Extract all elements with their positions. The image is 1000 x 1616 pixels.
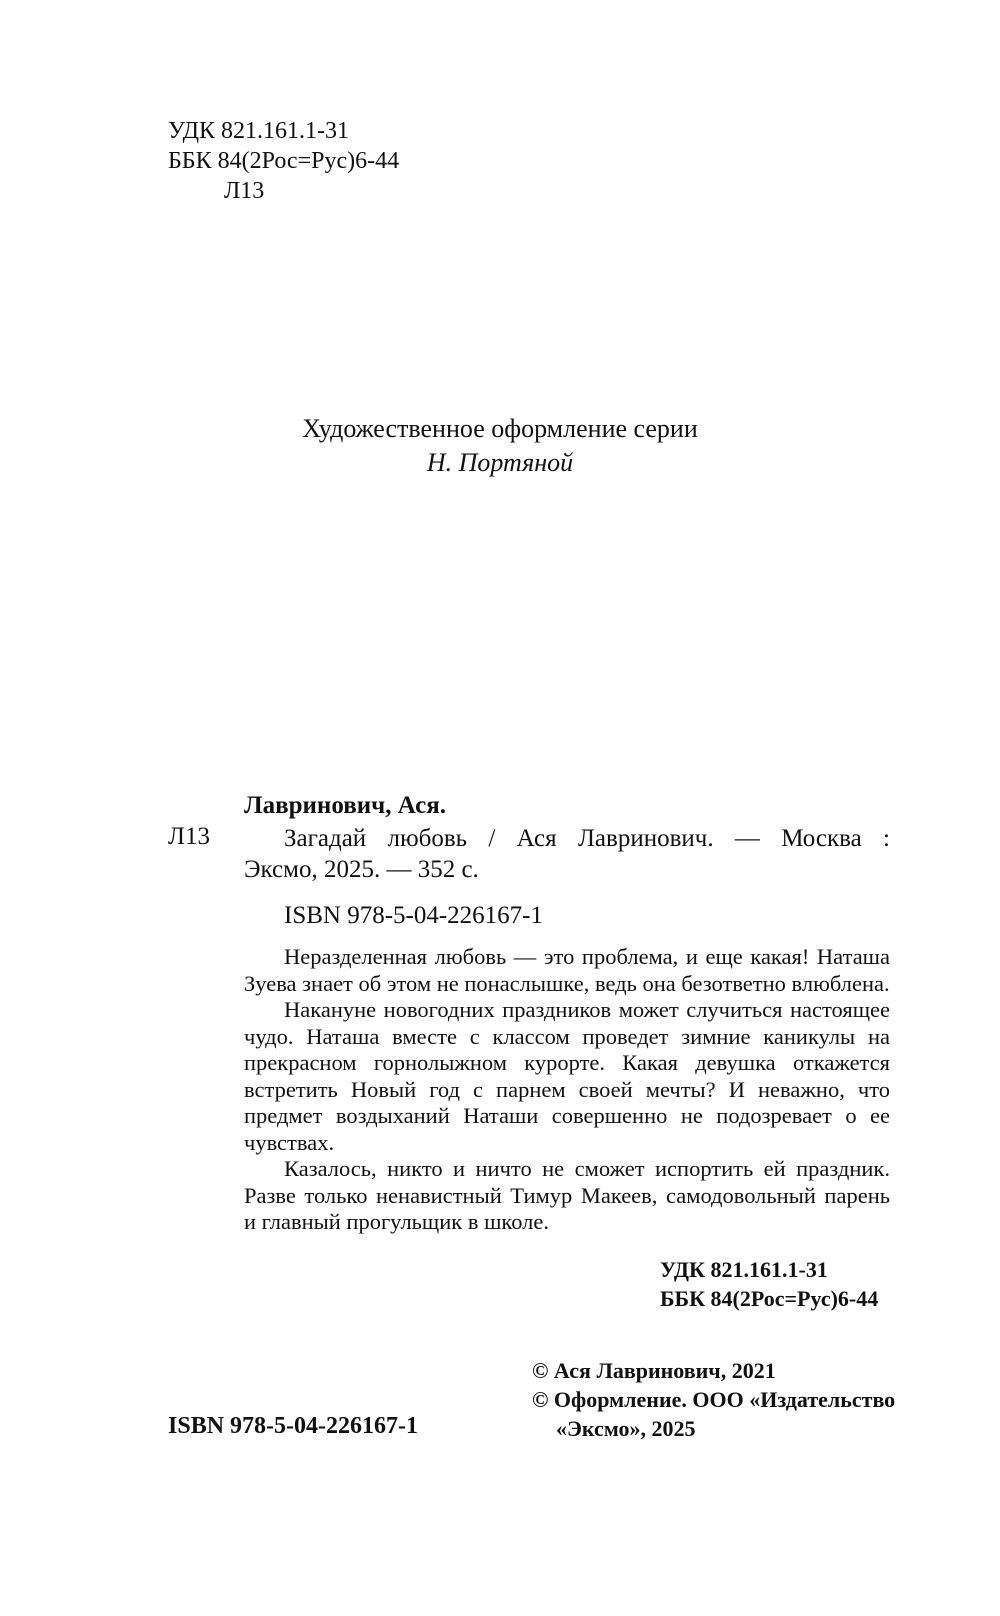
annotation-paragraph-3: Казалось, никто и ничто не сможет испортить ей праздник. Разве только ненавистный Тимур Макеев, самодовольный парень и главный прогульщик в школе. (244, 1156, 890, 1234)
annotation-paragraph-1: Неразделенная любовь — это проблема, и еще какая! Наташа Зуева знает об этом не понаслышке, ведь она безответно влюблена. (244, 944, 890, 996)
annotation-text (244, 944, 890, 1236)
bibliography-reference (244, 823, 890, 885)
top-classification-codes (168, 116, 399, 206)
bibliography-author: Лавринович, Ася. (244, 792, 447, 819)
copyright-author: © Ася Лавринович, 2021 (532, 1358, 776, 1383)
copyright-publisher: «Эксмо», 2025 (556, 1416, 696, 1441)
annotation-paragraph-2: Накануне новогодних праздников может случиться настоящее чудо. Наташа вместе с классом проведет зимние каникулы на прекрасном горнолыжном курорте. Какая девушка откажется встретить Новый год с парнем своей мечты? И неважно, что предмет воздыханий Наташи совершенно не подозревает о ее чувствах. (244, 997, 890, 1155)
series-designer-name: Н. Портяной (426, 448, 574, 477)
author-sign-code: Л13 (224, 178, 265, 204)
bottom-isbn: ISBN 978-5-04-226167-1 (168, 1413, 418, 1439)
copyright-design: © Оформление. ООО «Издательство (532, 1387, 896, 1412)
bibliography-code: Л13 (168, 823, 210, 850)
bottom-udk-code: УДК 821.161.1-31 (660, 1257, 828, 1282)
bibliography-publisher-line: Эксмо, 2025. — 352 с. (244, 856, 479, 883)
bottom-bbk-code: ББК 84(2Рос=Рус)6-44 (660, 1286, 879, 1311)
series-design-label: Художественное оформление серии (302, 414, 698, 443)
series-design-credit (0, 412, 1000, 480)
udk-code: УДК 821.161.1-31 (168, 118, 349, 144)
bbk-code: ББК 84(2Рос=Рус)6-44 (168, 148, 400, 174)
bibliography-isbn: ISBN 978-5-04-226167-1 (284, 902, 544, 929)
bibliography-title-line: Загадай любовь / Ася Лавринович. — Москва : (284, 825, 890, 852)
copyright-block (532, 1356, 895, 1443)
bottom-classification-codes (660, 1255, 878, 1313)
